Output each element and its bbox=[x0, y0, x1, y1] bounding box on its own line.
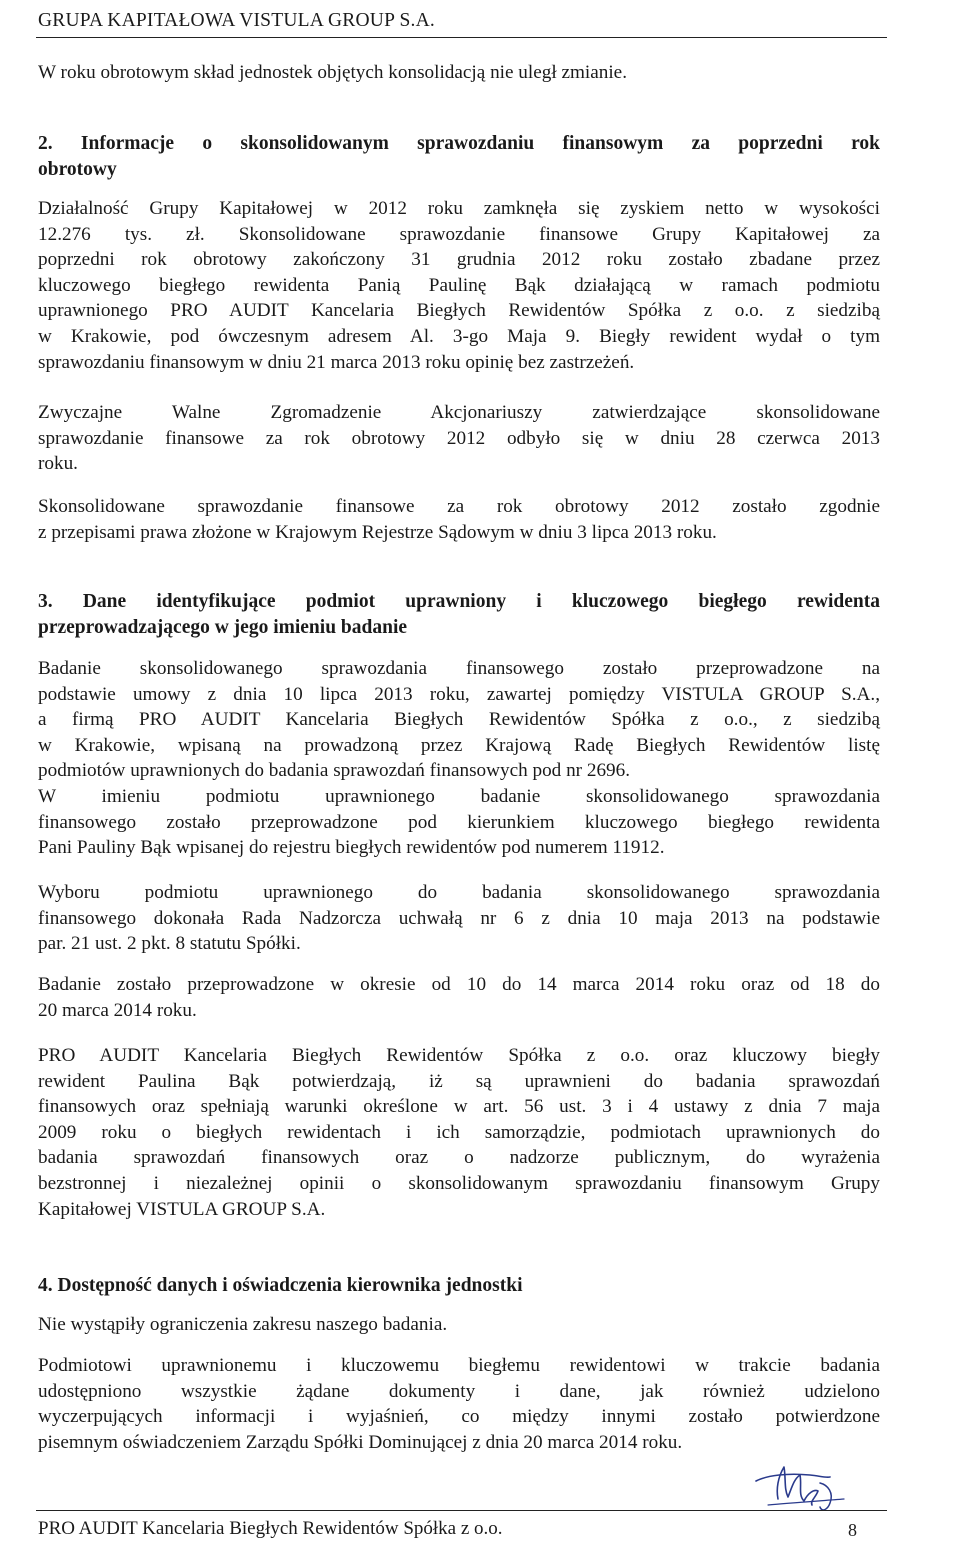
text-line: 12.276 tys. zł. Skonsolidowane sprawozdanie finansowe Grupy Kapitałowej za bbox=[38, 223, 880, 245]
text-line: 2009 roku o biegłych rewidentach i ich samorządzie, podmiotach uprawnionych do bbox=[38, 1121, 880, 1143]
section-3-heading bbox=[38, 589, 880, 640]
text-line: a firmą PRO AUDIT Kancelaria Biegłych Rewidentów Spółka z o.o., z siedzibą bbox=[38, 709, 880, 731]
text-line: poprzedni rok obrotowy zakończony 31 grudnia 2012 roku zostało zbadane przez bbox=[38, 249, 880, 271]
heading-line: przeprowadzającego w jego imieniu badanie bbox=[38, 616, 408, 638]
paragraph-independence bbox=[38, 1043, 880, 1222]
text-line: rewident Paulina Bąk potwierdzają, iż są uprawnieni do badania sprawozdań bbox=[38, 1070, 880, 1092]
paragraph-general-meeting bbox=[38, 400, 880, 477]
text-line: wyczerpujących informacji i wyjaśnień, co między innymi zostało potwierdzone bbox=[38, 1406, 880, 1428]
footer-rule bbox=[36, 1510, 887, 1511]
header-title: GRUPA KAPITAŁOWA VISTULA GROUP S.A. bbox=[38, 10, 435, 31]
heading-line: 3. Dane identyfikujące podmiot uprawniony i kluczowego biegłego rewidenta bbox=[38, 591, 880, 612]
section-4-heading bbox=[38, 1273, 880, 1299]
text-line: W imieniu podmiotu uprawnionego badanie skonsolidowanego sprawozdania bbox=[38, 786, 880, 807]
text-line: sprawozdaniu finansowym w dniu 21 marca 2013 roku opinię bez zastrzeżeń. bbox=[38, 351, 635, 373]
text-line: Badanie zostało przeprowadzone w okresie od 10 do 14 marca 2014 roku oraz od 18 do bbox=[38, 974, 880, 995]
text-line: PRO AUDIT Kancelaria Biegłych Rewidentów Spółka z o.o. oraz kluczowy biegły bbox=[38, 1045, 880, 1066]
text-line: finansowego dokonała Rada Nadzorcza uchwałą nr 6 z dnia 10 maja 2013 na podstawie bbox=[38, 907, 880, 929]
text-line: Podmiotowi uprawnionemu i kluczowemu biegłemu rewidentowi w trakcie badania bbox=[38, 1355, 880, 1376]
text-line: udostępniono wszystkie żądane dokumenty i dane, jak również udzielono bbox=[38, 1380, 880, 1402]
footer-firm-name: PRO AUDIT Kancelaria Biegłych Rewidentów Spółka z o.o. bbox=[38, 1518, 503, 1539]
paragraph-audit-agreement bbox=[38, 656, 880, 784]
heading-line: 2. Informacje o skonsolidowanym sprawozdaniu finansowym za poprzedni rok bbox=[38, 133, 880, 154]
text-line: 20 marca 2014 roku. bbox=[38, 999, 197, 1021]
text-line: uprawnionego PRO AUDIT Kancelaria Biegłych Rewidentów Spółka z o.o. z siedzibą bbox=[38, 300, 880, 322]
text-line: z przepisami prawa złożone w Krajowym Rejestrze Sądowym w dniu 3 lipca 2013 roku. bbox=[38, 521, 717, 543]
text-line: finansowych oraz spełniają warunki określone w art. 56 ust. 3 i 4 ustawy z dnia 7 maja bbox=[38, 1096, 880, 1118]
heading-line: 4. Dostępność danych i oświadczenia kierownika jednostki bbox=[38, 1275, 523, 1296]
paragraph-auditor-selection bbox=[38, 880, 880, 957]
text-line: finansowego zostało przeprowadzone pod kierunkiem kluczowego biegłego rewidenta bbox=[38, 811, 880, 833]
text-line: pisemnym oświadczeniem Zarządu Spółki Dominującej z dnia 20 marca 2014 roku. bbox=[38, 1431, 683, 1453]
paragraph-consolidation-scope bbox=[38, 60, 880, 86]
text-line: sprawozdanie finansowe za rok obrotowy 2012 odbyło się w dniu 28 czerwca 2013 bbox=[38, 427, 880, 449]
paragraph-court-register bbox=[38, 494, 880, 545]
paragraph-prior-year-statement bbox=[38, 196, 880, 375]
text-line: Pani Pauliny Bąk wpisanej do rejestru biegłych rewidentów pod numerem 11912. bbox=[38, 837, 665, 859]
paragraph-no-limitations bbox=[38, 1312, 880, 1338]
text-line: Zwyczajne Walne Zgromadzenie Akcjonariuszy zatwierdzające skonsolidowane bbox=[38, 402, 880, 423]
text-line: Nie wystąpiły ograniczenia zakresu naszego badania. bbox=[38, 1314, 448, 1335]
text-line: Skonsolidowane sprawozdanie finansowe za rok obrotowy 2012 zostało zgodnie bbox=[38, 496, 880, 517]
text-line: Badanie skonsolidowanego sprawozdania finansowego zostało przeprowadzone na bbox=[38, 658, 880, 679]
text-line: Kapitałowej VISTULA GROUP S.A. bbox=[38, 1198, 326, 1220]
text-line: podstawie umowy z dnia 10 lipca 2013 roku, zawartej pomiędzy VISTULA GROUP S.A., bbox=[38, 683, 880, 705]
section-2-heading bbox=[38, 131, 880, 182]
paragraph-audit-period bbox=[38, 972, 880, 1023]
text-line: bezstronnej i niezależnej opinii o skonsolidowanym sprawozdaniu finansowym Grupy bbox=[38, 1172, 880, 1194]
text-line: Działalność Grupy Kapitałowej w 2012 roku zamknęła się zyskiem netto w wysokości bbox=[38, 198, 880, 219]
text-line: w Krakowie, wpisaną na prowadzoną przez Krajową Radę Biegłych Rewidentów listę bbox=[38, 734, 880, 756]
text-line: w Krakowie, pod ówczesnym adresem Al. 3-go Maja 9. Biegły rewident wydał o tym bbox=[38, 325, 880, 347]
text-line: par. 21 ust. 2 pkt. 8 statutu Spółki. bbox=[38, 933, 301, 955]
paragraph-management-representation bbox=[38, 1353, 880, 1455]
header-rule bbox=[36, 37, 887, 38]
paragraph-key-auditor bbox=[38, 784, 880, 861]
text-line: W roku obrotowym skład jednostek objętych konsolidacją nie uległ zmianie. bbox=[38, 62, 627, 83]
text-line: podmiotów uprawnionych do badania sprawozdań finansowych pod nr 2696. bbox=[38, 760, 631, 782]
heading-line: obrotowy bbox=[38, 158, 117, 180]
text-line: roku. bbox=[38, 453, 78, 475]
text-line: badania sprawozdań finansowych oraz o nadzorze publicznym, do wyrażenia bbox=[38, 1147, 880, 1169]
text-line: Wyboru podmiotu uprawnionego do badania skonsolidowanego sprawozdania bbox=[38, 882, 880, 903]
text-line: kluczowego biegłego rewidenta Panią Paulinę Bąk działającą w ramach podmiotu bbox=[38, 274, 880, 296]
signature bbox=[748, 1455, 858, 1515]
page-number: 8 bbox=[848, 1520, 857, 1540]
